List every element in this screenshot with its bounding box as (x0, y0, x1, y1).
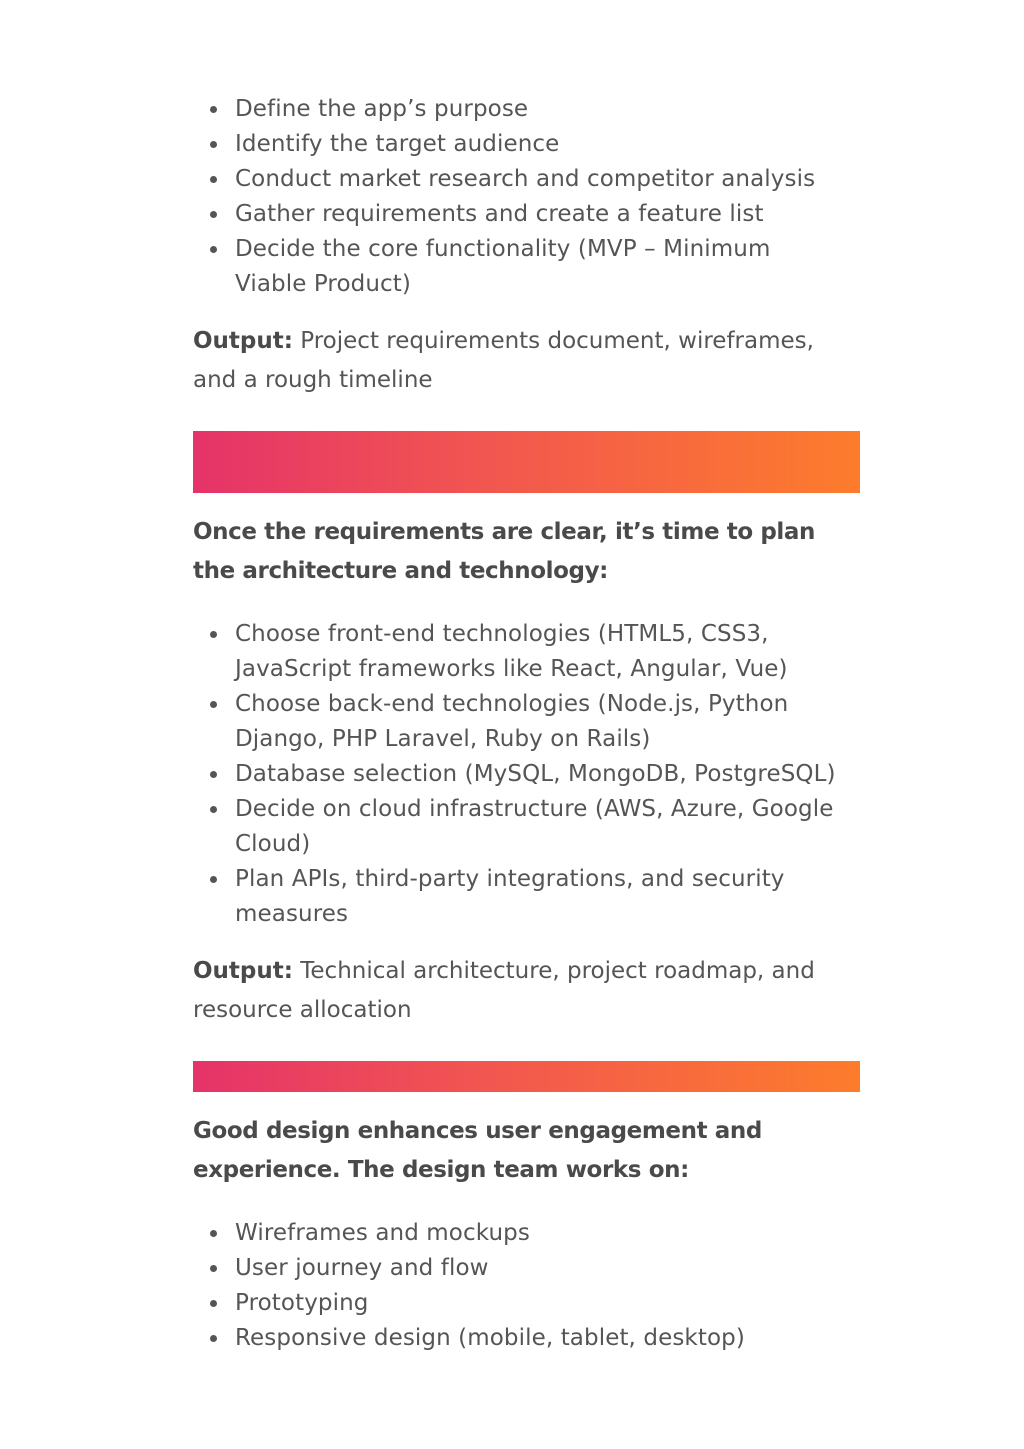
list-item: Wireframes and mockups (235, 1216, 860, 1251)
list-item: Conduct market research and competitor analysis (235, 162, 860, 197)
requirements-list (193, 92, 860, 302)
technology-list (193, 617, 860, 932)
output-text: Project requirements document, wireframes, and a rough timeline (193, 328, 814, 393)
section-divider-bar (193, 1061, 860, 1092)
list-item: Decide on cloud infrastructure (AWS, Azure, Google Cloud) (235, 792, 845, 862)
output-label: Output: (193, 328, 293, 354)
section-lead-design: Good design enhances user engagement and experience. The design team works on: (193, 1118, 762, 1183)
list-item: User journey and flow (235, 1251, 860, 1286)
list-item: Identify the target audience (235, 127, 860, 162)
list-item: Choose back-end technologies (Node.js, Python Django, PHP Laravel, Ruby on Rails) (235, 687, 805, 757)
list-item: Choose front-end technologies (HTML5, CSS3, JavaScript frameworks like React, Angular, Vue) (235, 617, 805, 687)
list-item: Gather requirements and create a feature list (235, 197, 860, 232)
list-item: Responsive design (mobile, tablet, desktop) (235, 1321, 860, 1356)
design-list (193, 1216, 860, 1356)
section-lead-architecture: Once the requirements are clear, it’s time to plan the architecture and technology: (193, 519, 816, 584)
output-paragraph-1 (193, 322, 860, 399)
output-paragraph-2 (193, 952, 860, 1029)
section-divider-bar (193, 431, 860, 493)
output-text: Technical architecture, project roadmap, and resource allocation (193, 958, 815, 1023)
document-body (193, 92, 860, 1356)
list-item: Prototyping (235, 1286, 860, 1321)
list-item: Plan APIs, third-party integrations, and security measures (235, 862, 805, 932)
list-item: Database selection (MySQL, MongoDB, PostgreSQL) (235, 757, 860, 792)
output-label: Output: (193, 958, 293, 984)
list-item: Decide the core functionality (MVP – Minimum Viable Product) (235, 232, 835, 302)
list-item: Define the app’s purpose (235, 92, 860, 127)
